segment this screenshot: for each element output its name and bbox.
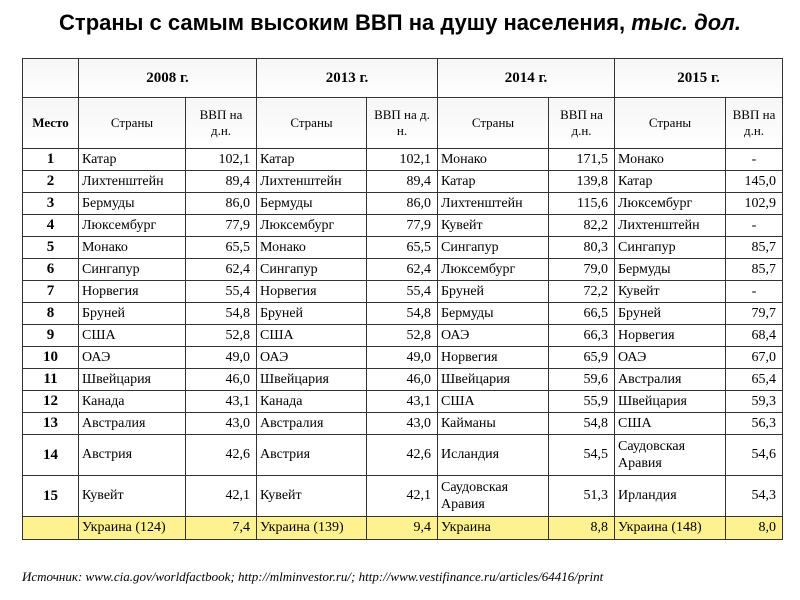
gdp-2014: 80,3 bbox=[549, 237, 615, 259]
table-row bbox=[23, 369, 783, 391]
country-2013: Кувейт bbox=[257, 476, 367, 517]
country-2008: Австралия bbox=[79, 413, 186, 435]
country-2014: Саудовская Аравия bbox=[438, 476, 549, 517]
country-2014: Люксембург bbox=[438, 259, 549, 281]
gdp-2014: 65,9 bbox=[549, 347, 615, 369]
gdp-2008: 43,0 bbox=[186, 413, 257, 435]
year-2008-header: 2008 г. bbox=[79, 59, 257, 98]
ukraine-country-2008: Украина (124) bbox=[79, 517, 186, 540]
country-2013: Лихтенштейн bbox=[257, 171, 367, 193]
table-row bbox=[23, 281, 783, 303]
ukraine-gdp-2015: 8,0 bbox=[726, 517, 783, 540]
country-2014: Бермуды bbox=[438, 303, 549, 325]
country-2014: Исландия bbox=[438, 435, 549, 476]
country-2013: Швейцария bbox=[257, 369, 367, 391]
gdp-2015: 67,0 bbox=[726, 347, 783, 369]
gdp-2013: 46,0 bbox=[367, 369, 438, 391]
country-2008: Кувейт bbox=[79, 476, 186, 517]
gdp-2014: 72,2 bbox=[549, 281, 615, 303]
rank-cell: 11 bbox=[23, 369, 79, 391]
country-2013: Сингапур bbox=[257, 259, 367, 281]
table-body bbox=[23, 149, 783, 540]
rank-cell: 8 bbox=[23, 303, 79, 325]
rank-cell: 3 bbox=[23, 193, 79, 215]
table-row bbox=[23, 259, 783, 281]
page-title bbox=[0, 10, 800, 36]
rank-cell: 14 bbox=[23, 435, 79, 476]
country-2015: ОАЭ bbox=[615, 347, 726, 369]
table-row bbox=[23, 347, 783, 369]
year-header-row bbox=[23, 59, 783, 98]
country-2008: ОАЭ bbox=[79, 347, 186, 369]
rank-cell: 1 bbox=[23, 149, 79, 171]
country-2015: США bbox=[615, 413, 726, 435]
gdp-table bbox=[22, 58, 783, 540]
gdp-2013: 54,8 bbox=[367, 303, 438, 325]
country-2008: Сингапур bbox=[79, 259, 186, 281]
country-2008: Швейцария bbox=[79, 369, 186, 391]
country-2014: ОАЭ bbox=[438, 325, 549, 347]
gdp-2008: 102,1 bbox=[186, 149, 257, 171]
ukraine-country-2013: Украина (139) bbox=[257, 517, 367, 540]
rank-cell: 12 bbox=[23, 391, 79, 413]
year-2014-header: 2014 г. bbox=[438, 59, 615, 98]
country-2014: Лихтенштейн bbox=[438, 193, 549, 215]
title-main: Страны с самым высоким ВВП на душу населения, bbox=[59, 10, 626, 35]
ukraine-rank-cell bbox=[23, 517, 79, 540]
ukraine-country-2015: Украина (148) bbox=[615, 517, 726, 540]
table-row bbox=[23, 193, 783, 215]
gdp-2013: 65,5 bbox=[367, 237, 438, 259]
gdp-2015: 85,7 bbox=[726, 237, 783, 259]
gdp-2015: 79,7 bbox=[726, 303, 783, 325]
country-2013: ОАЭ bbox=[257, 347, 367, 369]
country-2008: Лихтенштейн bbox=[79, 171, 186, 193]
gdp-2008: 43,1 bbox=[186, 391, 257, 413]
gdp-2014: 51,3 bbox=[549, 476, 615, 517]
gdp-2013: 55,4 bbox=[367, 281, 438, 303]
gdp-2013: 52,8 bbox=[367, 325, 438, 347]
country-2015: Люксембург bbox=[615, 193, 726, 215]
gdp-2014: 139,8 bbox=[549, 171, 615, 193]
gdp-2013: 49,0 bbox=[367, 347, 438, 369]
gdp-2014: 66,5 bbox=[549, 303, 615, 325]
gdp-2008: 46,0 bbox=[186, 369, 257, 391]
gdp-2008: 54,8 bbox=[186, 303, 257, 325]
gdp-2014: 59,6 bbox=[549, 369, 615, 391]
country-2008: Монако bbox=[79, 237, 186, 259]
country-2015: Бермуды bbox=[615, 259, 726, 281]
country-2014: Норвегия bbox=[438, 347, 549, 369]
gdp-2015: 59,3 bbox=[726, 391, 783, 413]
country-2008: Норвегия bbox=[79, 281, 186, 303]
gdp-header: ВВП на д.н. bbox=[186, 98, 257, 149]
country-2013: Катар bbox=[257, 149, 367, 171]
rank-cell: 13 bbox=[23, 413, 79, 435]
country-2014: Монако bbox=[438, 149, 549, 171]
country-2013: США bbox=[257, 325, 367, 347]
country-2015: Кувейт bbox=[615, 281, 726, 303]
country-2014: США bbox=[438, 391, 549, 413]
countries-header: Страны bbox=[79, 98, 186, 149]
place-header: Место bbox=[23, 98, 79, 149]
gdp-2015: - bbox=[726, 215, 783, 237]
country-2008: Австрия bbox=[79, 435, 186, 476]
gdp-2013: 102,1 bbox=[367, 149, 438, 171]
gdp-2008: 65,5 bbox=[186, 237, 257, 259]
rank-cell: 10 bbox=[23, 347, 79, 369]
gdp-2014: 82,2 bbox=[549, 215, 615, 237]
table-row bbox=[23, 303, 783, 325]
country-2008: Бермуды bbox=[79, 193, 186, 215]
ukraine-gdp-2014: 8,8 bbox=[549, 517, 615, 540]
country-2008: США bbox=[79, 325, 186, 347]
table-row bbox=[23, 215, 783, 237]
gdp-2008: 55,4 bbox=[186, 281, 257, 303]
rank-cell: 15 bbox=[23, 476, 79, 517]
country-2013: Канада bbox=[257, 391, 367, 413]
rank-cell: 4 bbox=[23, 215, 79, 237]
country-2015: Норвегия bbox=[615, 325, 726, 347]
gdp-2008: 62,4 bbox=[186, 259, 257, 281]
countries-header: Страны bbox=[438, 98, 549, 149]
empty-header-cell bbox=[23, 59, 79, 98]
gdp-2008: 42,6 bbox=[186, 435, 257, 476]
table-row bbox=[23, 149, 783, 171]
gdp-2014: 54,5 bbox=[549, 435, 615, 476]
country-2014: Сингапур bbox=[438, 237, 549, 259]
country-2015: Ирландия bbox=[615, 476, 726, 517]
gdp-2008: 52,8 bbox=[186, 325, 257, 347]
rank-cell: 9 bbox=[23, 325, 79, 347]
column-header-row bbox=[23, 98, 783, 149]
country-2014: Кувейт bbox=[438, 215, 549, 237]
gdp-2008: 42,1 bbox=[186, 476, 257, 517]
country-2014: Швейцария bbox=[438, 369, 549, 391]
gdp-2013: 43,0 bbox=[367, 413, 438, 435]
countries-header: Страны bbox=[257, 98, 367, 149]
country-2013: Норвегия bbox=[257, 281, 367, 303]
country-2014: Катар bbox=[438, 171, 549, 193]
country-2015: Австралия bbox=[615, 369, 726, 391]
source-note: Источник: www.cia.gov/worldfactbook; http://mlminvestor.ru/; http://www.vestifinance.ru/articles/64416/print bbox=[22, 569, 604, 584]
gdp-2015: 68,4 bbox=[726, 325, 783, 347]
gdp-2008: 89,4 bbox=[186, 171, 257, 193]
title-unit: тыс. дол. bbox=[631, 10, 741, 35]
rank-cell: 7 bbox=[23, 281, 79, 303]
gdp-2014: 66,3 bbox=[549, 325, 615, 347]
country-2013: Монако bbox=[257, 237, 367, 259]
ukraine-country-2014: Украина bbox=[438, 517, 549, 540]
country-2013: Люксембург bbox=[257, 215, 367, 237]
gdp-2014: 55,9 bbox=[549, 391, 615, 413]
country-2015: Сингапур bbox=[615, 237, 726, 259]
table-row bbox=[23, 391, 783, 413]
gdp-2013: 62,4 bbox=[367, 259, 438, 281]
country-2008: Канада bbox=[79, 391, 186, 413]
gdp-2015: 54,6 bbox=[726, 435, 783, 476]
gdp-2015: - bbox=[726, 281, 783, 303]
table-row bbox=[23, 325, 783, 347]
rank-cell: 6 bbox=[23, 259, 79, 281]
ukraine-gdp-2013: 9,4 bbox=[367, 517, 438, 540]
country-2014: Бруней bbox=[438, 281, 549, 303]
table-row bbox=[23, 435, 783, 476]
gdp-2015: 56,3 bbox=[726, 413, 783, 435]
gdp-2013: 43,1 bbox=[367, 391, 438, 413]
country-2008: Люксембург bbox=[79, 215, 186, 237]
gdp-2014: 115,6 bbox=[549, 193, 615, 215]
gdp-2013: 86,0 bbox=[367, 193, 438, 215]
gdp-2015: 145,0 bbox=[726, 171, 783, 193]
country-2015: Лихтенштейн bbox=[615, 215, 726, 237]
gdp-2015: 65,4 bbox=[726, 369, 783, 391]
country-2015: Швейцария bbox=[615, 391, 726, 413]
ukraine-row bbox=[23, 517, 783, 540]
rank-cell: 5 bbox=[23, 237, 79, 259]
country-2013: Австрия bbox=[257, 435, 367, 476]
gdp-2008: 77,9 bbox=[186, 215, 257, 237]
country-2008: Катар bbox=[79, 149, 186, 171]
gdp-2014: 171,5 bbox=[549, 149, 615, 171]
year-2013-header: 2013 г. bbox=[257, 59, 438, 98]
gdp-header: ВВП на д.н. bbox=[726, 98, 783, 149]
country-2013: Бруней bbox=[257, 303, 367, 325]
country-2015: Катар bbox=[615, 171, 726, 193]
gdp-2013: 42,6 bbox=[367, 435, 438, 476]
country-2015: Монако bbox=[615, 149, 726, 171]
table-row bbox=[23, 237, 783, 259]
country-2013: Австралия bbox=[257, 413, 367, 435]
table-row bbox=[23, 413, 783, 435]
countries-header: Страны bbox=[615, 98, 726, 149]
gdp-2014: 79,0 bbox=[549, 259, 615, 281]
gdp-2015: 85,7 bbox=[726, 259, 783, 281]
gdp-2015: - bbox=[726, 149, 783, 171]
gdp-2013: 77,9 bbox=[367, 215, 438, 237]
country-2013: Бермуды bbox=[257, 193, 367, 215]
gdp-2013: 89,4 bbox=[367, 171, 438, 193]
gdp-2008: 86,0 bbox=[186, 193, 257, 215]
gdp-2008: 49,0 bbox=[186, 347, 257, 369]
table-row bbox=[23, 476, 783, 517]
gdp-header: ВВП на д. н. bbox=[367, 98, 438, 149]
year-2015-header: 2015 г. bbox=[615, 59, 783, 98]
country-2015: Саудовская Аравия bbox=[615, 435, 726, 476]
table-row bbox=[23, 171, 783, 193]
ukraine-gdp-2008: 7,4 bbox=[186, 517, 257, 540]
country-2015: Бруней bbox=[615, 303, 726, 325]
gdp-2015: 54,3 bbox=[726, 476, 783, 517]
gdp-header: ВВП на д.н. bbox=[549, 98, 615, 149]
gdp-2013: 42,1 bbox=[367, 476, 438, 517]
gdp-2015: 102,9 bbox=[726, 193, 783, 215]
rank-cell: 2 bbox=[23, 171, 79, 193]
country-2014: Кайманы bbox=[438, 413, 549, 435]
gdp-2014: 54,8 bbox=[549, 413, 615, 435]
country-2008: Бруней bbox=[79, 303, 186, 325]
